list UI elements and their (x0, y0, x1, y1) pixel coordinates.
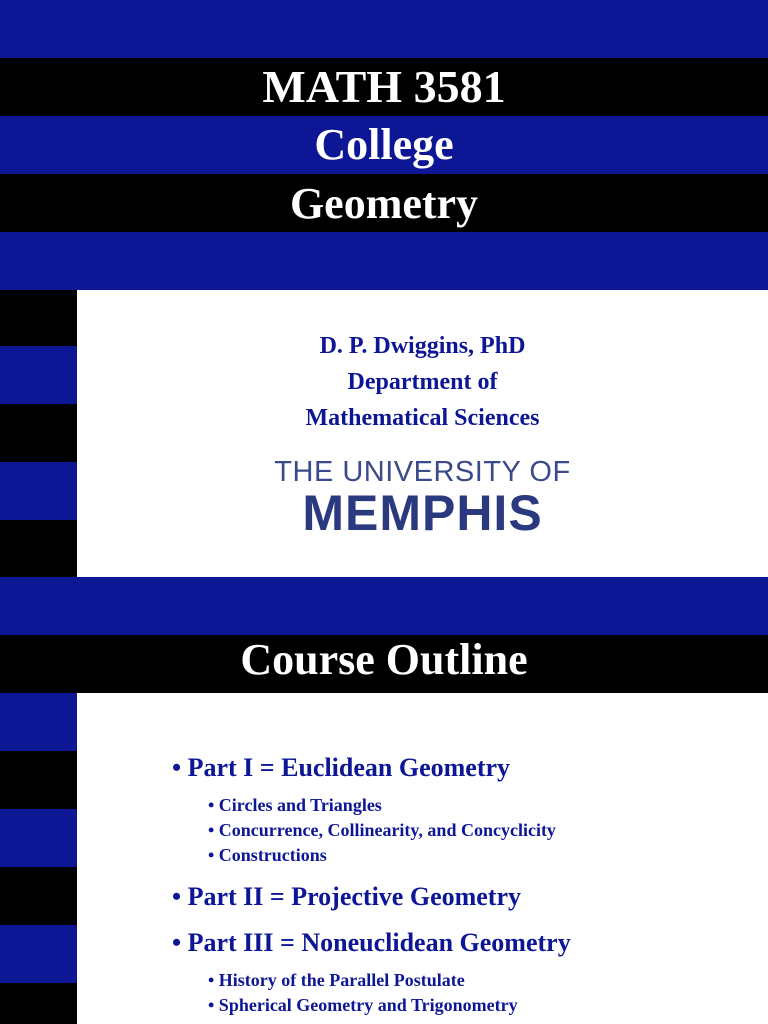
blue-square (0, 809, 77, 867)
outline-subitem: • Spherical Geometry and Trigonometry (208, 995, 518, 1015)
outline-slide (0, 577, 768, 1024)
blue-band (0, 577, 768, 635)
course-title-line-2: Geometry (289, 179, 479, 228)
outline-item-part-3: • Part III = Noneuclidean Geometry (172, 928, 571, 957)
outline-subitem: • Circles and Triangles (208, 795, 382, 815)
blue-square (0, 693, 77, 751)
course-code: MATH 3581 (262, 61, 506, 112)
outline-item-part-1: • Part I = Euclidean Geometry (172, 753, 511, 782)
outline-item-part-2: • Part II = Projective Geometry (172, 882, 522, 911)
university-logo (77, 456, 768, 541)
outline-title: Course Outline (240, 635, 528, 684)
blue-band (0, 0, 768, 58)
department-line-2: Mathematical Sciences (305, 405, 540, 431)
author-name: D. P. Dwiggins, PhD (319, 333, 526, 359)
blue-square (0, 462, 77, 520)
outline-list (172, 751, 768, 1018)
outline-subitem: • Constructions (208, 845, 327, 865)
blue-band (0, 232, 768, 290)
logo-line-2: MEMPHIS (302, 485, 543, 541)
outline-subitem: • History of the Parallel Postulate (208, 970, 465, 990)
outline-subitem: • Concurrence, Collinearity, and Concyclicity (208, 820, 556, 840)
course-title-line-1: College (314, 120, 454, 169)
logo-line-1: THE UNIVERSITY OF (274, 456, 571, 488)
content-panel (77, 693, 768, 1024)
blue-square (0, 346, 77, 404)
content-panel (77, 290, 768, 577)
department-line-1: Department of (347, 369, 498, 395)
blue-square (0, 925, 77, 983)
author-block (77, 328, 768, 436)
